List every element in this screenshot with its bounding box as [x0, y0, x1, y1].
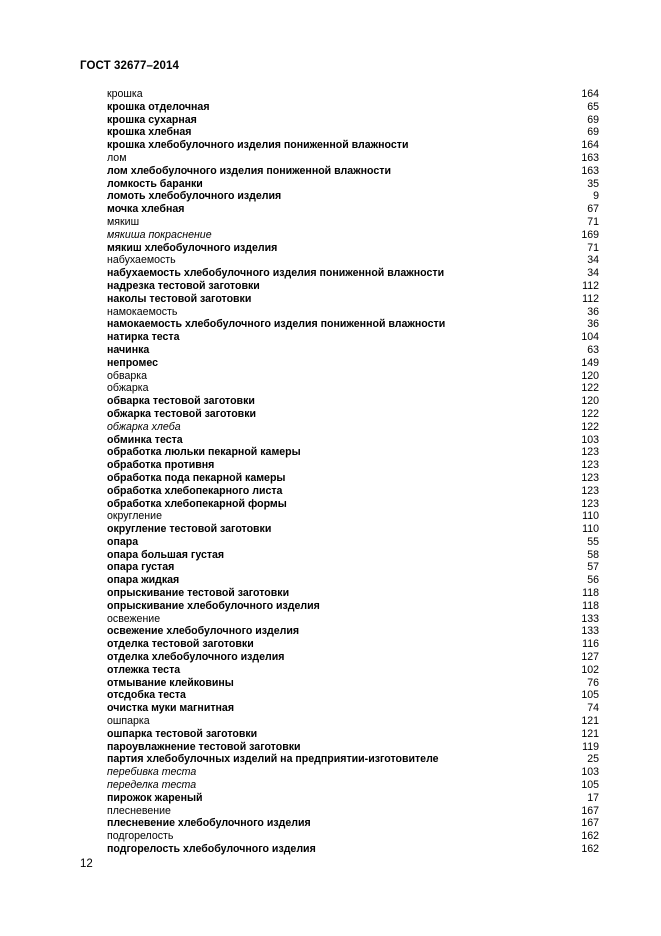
index-page-number: 133	[581, 625, 599, 638]
index-page-number: 120	[581, 369, 599, 382]
index-page-number: 25	[587, 753, 599, 766]
index-entry	[107, 203, 599, 216]
index-term: мякиш	[107, 215, 140, 228]
index-entry	[107, 267, 599, 280]
index-page-number: 36	[587, 305, 599, 318]
index-page-number: 55	[587, 535, 599, 548]
index-term: опара большая густая	[107, 548, 225, 561]
index-entry	[107, 485, 599, 498]
index-term: обработка противня	[107, 459, 215, 472]
index-term: ошпарка	[107, 715, 150, 728]
index-term: отделка хлебобулочного изделия	[107, 651, 285, 664]
index-entry	[107, 101, 599, 114]
index-page-number: 103	[581, 766, 599, 779]
index-term: подгорелость хлебобулочного изделия	[107, 843, 316, 856]
index-entry	[107, 421, 599, 434]
index-entry	[107, 613, 599, 626]
index-term: мякиша покраснение	[107, 228, 212, 241]
index-entry	[107, 395, 599, 408]
index-entry	[107, 498, 599, 511]
index-term: опара	[107, 535, 139, 548]
index-page-number: 76	[587, 676, 599, 689]
index-term: отсдобка теста	[107, 689, 186, 702]
index-page-number: 112	[582, 279, 599, 292]
index-term: мочка хлебная	[107, 203, 185, 216]
index-entry	[107, 638, 599, 651]
index-entry	[107, 600, 599, 613]
index-page-number: 122	[581, 382, 599, 395]
index-term: обработка люльки пекарной камеры	[107, 446, 301, 459]
index-term: обварка тестовой заготовки	[107, 395, 255, 408]
index-entry	[107, 88, 599, 101]
index-page-number: 119	[582, 740, 599, 753]
index-page-number: 74	[587, 702, 599, 715]
index-page-number: 163	[581, 151, 599, 164]
index-page-number: 118	[582, 587, 599, 600]
index-entry	[107, 152, 599, 165]
alphabetical-index	[107, 88, 599, 856]
index-term: натирка теста	[107, 331, 180, 344]
index-entry	[107, 817, 599, 830]
index-page-number: 110	[582, 523, 599, 536]
index-page-number: 123	[581, 484, 599, 497]
index-page-number: 162	[581, 830, 599, 843]
index-entry	[107, 587, 599, 600]
index-page-number: 103	[581, 433, 599, 446]
index-term: отмывание клейковины	[107, 676, 234, 689]
index-term: обработка хлебопекарной формы	[107, 497, 287, 510]
index-term: обработка пода пекарной камеры	[107, 471, 286, 484]
index-entry	[107, 625, 599, 638]
index-page-number: 67	[587, 203, 599, 216]
index-page-number: 123	[581, 497, 599, 510]
index-term: мякиш хлебобулочного изделия	[107, 241, 278, 254]
index-page-number: 120	[581, 395, 599, 408]
index-term: обминка теста	[107, 433, 183, 446]
index-term: партия хлебобулочных изделий на предприятии-изготовителе	[107, 753, 439, 766]
index-page-number: 104	[581, 331, 599, 344]
index-page-number: 167	[581, 817, 599, 830]
index-page-number: 121	[581, 715, 599, 728]
index-term: отлежка теста	[107, 663, 181, 676]
index-page-number: 127	[581, 651, 599, 664]
index-page-number: 123	[581, 471, 599, 484]
index-page-number: 123	[581, 459, 599, 472]
index-page-number: 63	[587, 343, 599, 356]
index-entry	[107, 165, 599, 178]
index-entry	[107, 779, 599, 792]
index-entry	[107, 741, 599, 754]
index-page-number: 149	[581, 356, 599, 369]
index-term: крошка сухарная	[107, 113, 197, 126]
index-page-number: 105	[581, 689, 599, 702]
index-page-number: 57	[587, 561, 599, 574]
index-entry	[107, 293, 599, 306]
index-page-number: 116	[582, 638, 599, 651]
index-entry	[107, 651, 599, 664]
index-entry	[107, 139, 599, 152]
index-term: непромес	[107, 356, 158, 369]
index-term: начинка	[107, 343, 150, 356]
index-page-number: 71	[587, 241, 599, 254]
index-entry	[107, 229, 599, 242]
index-entry	[107, 306, 599, 319]
index-page-number: 9	[593, 190, 599, 203]
index-page-number: 118	[582, 599, 599, 612]
index-term: намокаемость хлебобулочного изделия пониженной влажности	[107, 318, 446, 331]
index-term: обжарка	[107, 382, 149, 395]
index-page-number: 122	[581, 420, 599, 433]
index-entry	[107, 510, 599, 523]
index-term: отделка тестовой заготовки	[107, 638, 254, 651]
index-page-number: 35	[587, 177, 599, 190]
index-entry	[107, 357, 599, 370]
index-entry	[107, 408, 599, 421]
index-entry	[107, 178, 599, 191]
index-term: пароувлажнение тестовой заготовки	[107, 740, 301, 753]
index-term: обжарка тестовой заготовки	[107, 407, 257, 420]
index-page-number: 65	[587, 100, 599, 113]
index-entry	[107, 536, 599, 549]
index-page-number: 56	[587, 574, 599, 587]
index-term: очистка муки магнитная	[107, 702, 235, 715]
index-term: лом	[107, 151, 127, 164]
index-term: пирожок жареный	[107, 791, 203, 804]
index-term: ошпарка тестовой заготовки	[107, 727, 258, 740]
index-page-number: 133	[581, 612, 599, 625]
index-page-number: 17	[587, 791, 599, 804]
page-number: 12	[80, 858, 93, 870]
index-entry	[107, 190, 599, 203]
index-entry	[107, 830, 599, 843]
index-entry	[107, 242, 599, 255]
index-page-number: 58	[587, 548, 599, 561]
index-page-number: 123	[581, 446, 599, 459]
index-page-number: 121	[581, 727, 599, 740]
index-entry	[107, 792, 599, 805]
index-entry	[107, 728, 599, 741]
index-entry	[107, 677, 599, 690]
index-entry	[107, 561, 599, 574]
index-entry	[107, 702, 599, 715]
index-entry	[107, 446, 599, 459]
index-term: крошка	[107, 88, 143, 100]
index-term: перебивка теста	[107, 766, 197, 779]
index-term: ломкость баранки	[107, 177, 203, 190]
index-page-number: 34	[587, 267, 599, 280]
index-term: обработка хлебопекарного листа	[107, 484, 283, 497]
index-term: намокаемость	[107, 305, 178, 318]
index-term: плесневение	[107, 804, 171, 817]
index-page-number: 71	[587, 215, 599, 228]
index-page-number: 69	[587, 126, 599, 139]
index-term: плесневение хлебобулочного изделия	[107, 817, 311, 830]
index-entry	[107, 370, 599, 383]
index-term: лом хлебобулочного изделия пониженной влажности	[107, 164, 391, 177]
index-term: опрыскивание хлебобулочного изделия	[107, 599, 320, 612]
index-term: крошка отделочная	[107, 100, 210, 113]
document-header: ГОСТ 32677–2014	[80, 60, 180, 72]
index-entry	[107, 766, 599, 779]
index-entry	[107, 523, 599, 536]
index-term: опрыскивание тестовой заготовки	[107, 587, 290, 600]
index-page-number: 122	[581, 407, 599, 420]
index-term: опара густая	[107, 561, 175, 574]
index-term: обварка	[107, 369, 148, 382]
index-entry	[107, 689, 599, 702]
index-page-number: 69	[587, 113, 599, 126]
index-page-number: 164	[581, 139, 599, 152]
index-entry	[107, 664, 599, 677]
index-term: надрезка тестовой заготовки	[107, 279, 260, 292]
index-entry	[107, 344, 599, 357]
index-entry	[107, 382, 599, 395]
index-entry	[107, 216, 599, 229]
index-term: округление	[107, 510, 162, 523]
index-entry	[107, 434, 599, 447]
index-page-number: 34	[587, 254, 599, 267]
index-entry	[107, 318, 599, 331]
index-term: округление тестовой заготовки	[107, 523, 272, 536]
index-entry	[107, 753, 599, 766]
index-entry	[107, 126, 599, 139]
index-term: опара жидкая	[107, 574, 180, 587]
index-page-number: 162	[581, 843, 599, 856]
index-page-number: 164	[581, 88, 599, 100]
index-term: освежение хлебобулочного изделия	[107, 625, 300, 638]
index-term: переделка теста	[107, 779, 197, 792]
index-term: освежение	[107, 612, 161, 625]
index-entry	[107, 114, 599, 127]
index-term: набухаемость хлебобулочного изделия пониженной влажности	[107, 267, 445, 280]
index-term: ломоть хлебобулочного изделия	[107, 190, 282, 203]
index-entry	[107, 715, 599, 728]
index-page-number: 112	[582, 292, 599, 305]
index-term: подгорелость	[107, 830, 174, 843]
index-entry	[107, 254, 599, 267]
index-page-number: 102	[581, 663, 599, 676]
index-page-number: 105	[581, 779, 599, 792]
index-entry	[107, 459, 599, 472]
index-entry	[107, 549, 599, 562]
index-page-number: 36	[587, 318, 599, 331]
index-term: крошка хлебобулочного изделия пониженной влажности	[107, 139, 409, 152]
index-term: обжарка хлеба	[107, 420, 181, 433]
index-entry	[107, 574, 599, 587]
index-page-number: 167	[581, 804, 599, 817]
index-entry	[107, 280, 599, 293]
index-term: набухаемость	[107, 254, 176, 267]
index-page-number: 110	[582, 510, 599, 523]
index-term: крошка хлебная	[107, 126, 192, 139]
index-page-number: 163	[581, 164, 599, 177]
index-entry	[107, 805, 599, 818]
index-term: наколы тестовой заготовки	[107, 292, 252, 305]
index-entry	[107, 331, 599, 344]
index-entry	[107, 843, 599, 856]
index-page-number: 169	[581, 228, 599, 241]
index-entry	[107, 472, 599, 485]
